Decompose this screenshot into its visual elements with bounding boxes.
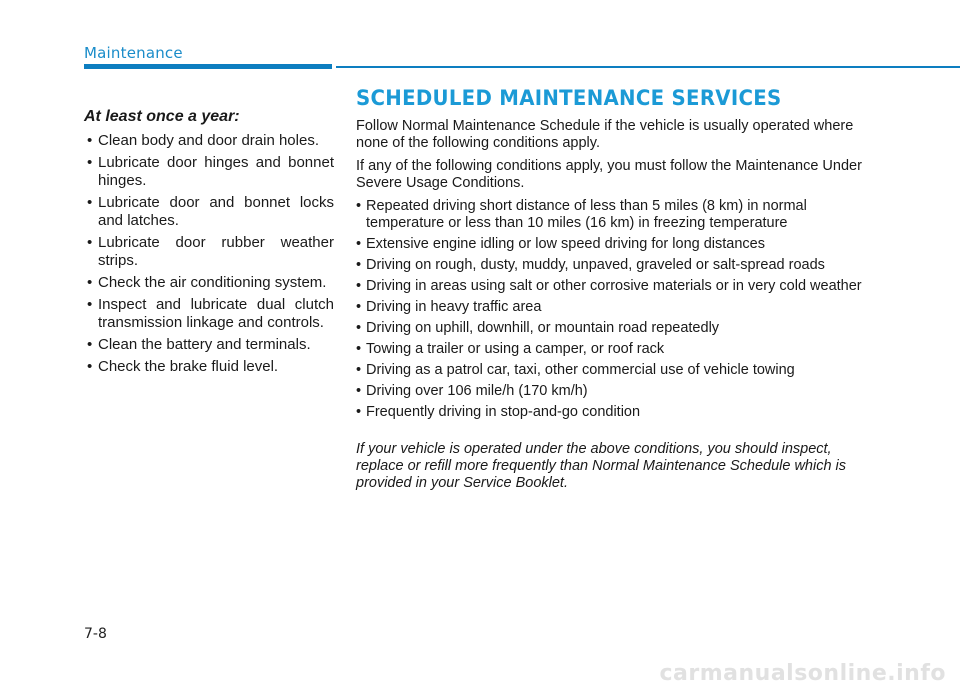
list-item: • Lubricate door hinges and bonnet hinges. <box>84 154 334 190</box>
right-column <box>356 84 882 507</box>
site-watermark: carmanualsonline.info <box>659 661 946 686</box>
list-item: • Driving in areas using salt or other corrosive materials or in very cold weather <box>356 278 882 295</box>
list-item: • Lubricate door rubber weather strips. <box>84 234 334 270</box>
list-item: • Repeated driving short distance of less than 5 miles (8 km) in normal temperature or less than 10 miles (16 km) in freezing temperature <box>356 198 882 232</box>
severe-conditions-paragraph: If any of the following conditions apply, you must follow the Maintenance Under Severe Usage Conditions. <box>356 158 862 191</box>
list-item: • Driving on uphill, downhill, or mountain road repeatedly <box>356 320 882 337</box>
header-rule-thick <box>84 64 332 69</box>
list-item: • Frequently driving in stop-and-go condition <box>356 404 882 421</box>
list-item: • Clean the battery and terminals. <box>84 336 334 354</box>
list-item: • Driving over 106 mile/h (170 km/h) <box>356 383 882 400</box>
list-item: • Driving on rough, dusty, muddy, unpaved, graveled or salt-spread roads <box>356 257 882 274</box>
intro-paragraph: Follow Normal Maintenance Schedule if the vehicle is usually operated where none of the following conditions apply. <box>356 118 854 151</box>
page-title: SCHEDULED MAINTENANCE SERVICES <box>356 86 782 110</box>
list-item: • Driving in heavy traffic area <box>356 299 882 316</box>
list-item: • Clean body and door drain holes. <box>84 132 334 150</box>
header-rule-thin <box>336 66 960 68</box>
list-item: • Driving as a patrol car, taxi, other commercial use of vehicle towing <box>356 362 882 379</box>
section-label: Maintenance <box>84 44 183 62</box>
list-item: • Inspect and lubricate dual clutch transmission linkage and controls. <box>84 296 334 332</box>
list-item: • Towing a trailer or using a camper, or roof rack <box>356 341 882 358</box>
service-note: If your vehicle is operated under the above conditions, you should inspect, replace or refill more frequently than Normal Maintenance Schedule which is provided in your Service Booklet. <box>356 441 847 491</box>
list-item: • Check the air conditioning system. <box>84 274 334 292</box>
list-item: • Check the brake fluid level. <box>84 358 334 376</box>
left-column <box>84 106 334 380</box>
list-item: • Extensive engine idling or low speed driving for long distances <box>356 236 882 253</box>
list-item: • Lubricate door and bonnet locks and latches. <box>84 194 334 230</box>
annual-checklist <box>84 132 334 376</box>
page-number: 7-8 <box>84 626 107 642</box>
severe-conditions-list <box>356 198 882 421</box>
annual-checklist-title: At least once a year: <box>84 108 240 125</box>
